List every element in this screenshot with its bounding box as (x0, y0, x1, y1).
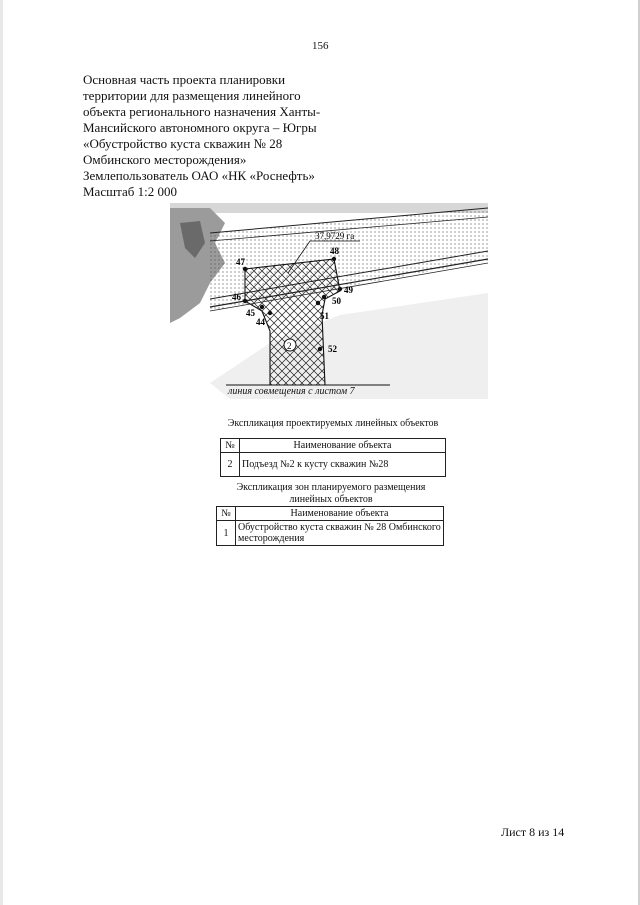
point-label: 44 (256, 317, 265, 327)
table2-title-line: линейных объектов (289, 494, 373, 505)
heading-line: Основная часть проекта планировки (83, 72, 286, 87)
zone-number: 2 (287, 341, 292, 351)
planning-map (170, 203, 488, 399)
point-label: 51 (320, 311, 329, 321)
linear-objects-table (220, 438, 446, 477)
survey-point (243, 299, 247, 303)
survey-point (318, 347, 322, 351)
heading-line: территории для размещения линейного (83, 88, 301, 103)
survey-point (332, 257, 336, 261)
table-row (217, 521, 444, 546)
table2-title (222, 482, 440, 506)
table-header-row (221, 439, 446, 453)
table-row (221, 453, 446, 477)
heading-line: Землепользователь ОАО «НК «Роснефть» (83, 168, 315, 183)
placement-zones-table (216, 506, 444, 546)
row-num: 2 (221, 453, 240, 477)
column-header-num: № (221, 439, 240, 453)
survey-point (316, 301, 320, 305)
heading-line: Омбинского месторождения» (83, 152, 247, 167)
survey-point (338, 287, 342, 291)
survey-point (322, 295, 326, 299)
scan-edge-left (0, 0, 3, 905)
table1-title: Экспликация проектируемых линейных объектов (227, 418, 439, 429)
point-label: 52 (328, 344, 337, 354)
column-header-name: Наименование объекта (240, 439, 446, 453)
table-header-row (217, 507, 444, 521)
column-header-num: № (217, 507, 236, 521)
row-num: 1 (217, 521, 236, 546)
sheet-label: Лист 8 из 14 (501, 825, 565, 839)
heading-line: Масштаб 1:2 000 (83, 184, 177, 199)
point-label: 48 (330, 246, 339, 256)
survey-point (260, 305, 264, 309)
point-label: 49 (344, 285, 353, 295)
survey-point (243, 267, 247, 271)
column-header-name: Наименование объекта (236, 507, 444, 521)
area-label: 37,9729 га (315, 231, 355, 241)
survey-point (268, 311, 272, 315)
point-label: 45 (246, 308, 255, 318)
point-label: 47 (236, 257, 245, 267)
row-name: Подъезд №2 к кусту скважин №28 (240, 453, 446, 477)
heading-line: Мансийского автономного округа – Югры (83, 120, 317, 135)
point-label: 50 (332, 296, 341, 306)
point-label: 46 (232, 292, 241, 302)
document-heading (83, 72, 343, 200)
heading-line: «Обустройство куста скважин № 28 (83, 136, 283, 151)
table2-title-line: Экспликация зон планируемого размещения (236, 482, 426, 493)
page-number: 156 (312, 40, 329, 52)
map-scan-band (170, 203, 488, 213)
row-name: Обустройство куста скважин № 28 Омбинского месторождения (236, 521, 444, 546)
junction-caption: линия совмещения с листом 7 (228, 386, 355, 397)
heading-line: объекта регионального назначения Ханты- (83, 104, 321, 119)
